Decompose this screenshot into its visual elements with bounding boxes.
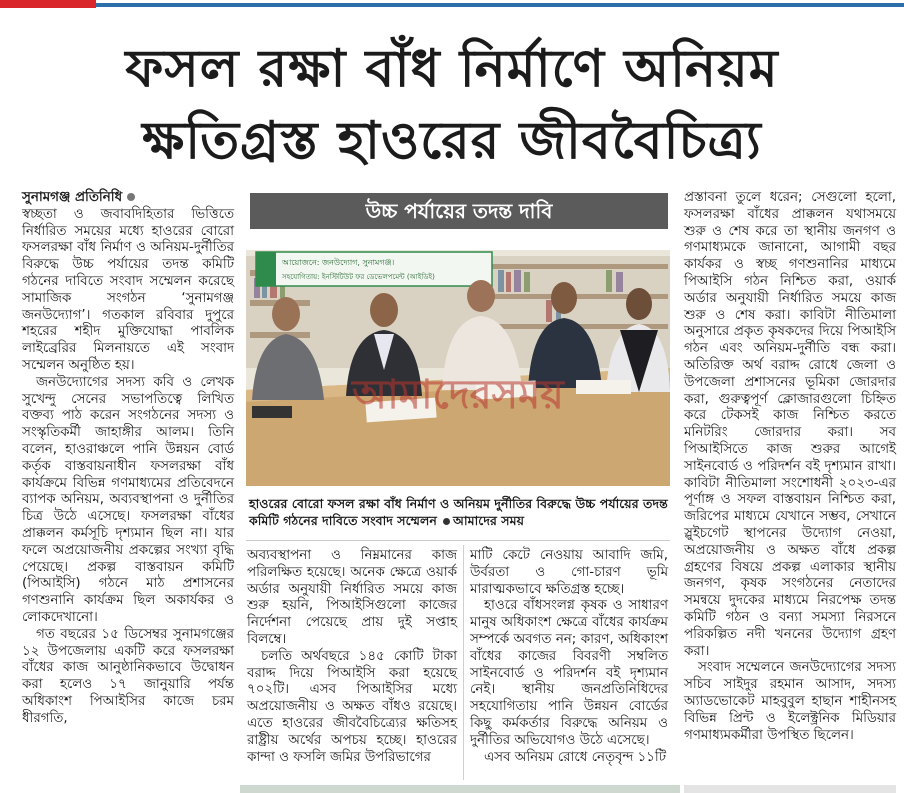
caption-text: হাওরের বোরো ফসল রক্ষা বাঁধ নির্মাণ ও অনিয়ম দুর্নীতির বিরুদ্ধে উচ্চ পর্যায়ের তদন্ত কমিটি গঠনের দাবিতে সংবাদ সম্মেলন xyxy=(249,496,668,528)
paragraph: এসব অনিয়ম রোধে নেতৃবৃন্দ ১১টি xyxy=(484,749,666,765)
next-article-strip xyxy=(240,785,680,793)
article-column-mid2 xyxy=(470,548,668,766)
top-accent-blue xyxy=(96,3,904,7)
paragraph: জনউদ্যোগের সদস্য কবি ও লেখক সুখেন্দু সেনের সভাপতিত্বে লিখিত বক্তব্য পাঠ করেন সংগঠনের সদস্য ও সংস্কৃতিকর্মী জাহাঙ্গীর আলম। তিনি বলেন, হাওরাঞ্চলে পানি উন্নয়ন বোর্ড কর্তৃক বাস্তবায়নাধীন ফসলরক্ষা বাঁধ কার্যক্রমে বিভিন্ন গণমাধ্যমের প্রতিবেদনে ব্যাপক অনিয়ম, অব্যবস্থাপনা ও দুর্নীতির চিত্র উঠে এসেছে। ফসলরক্ষা বাঁধের প্রাক্কলন কর্মসূচি দৃশ্যমান ছিল না। যার ফলে অপ্রয়োজনীয় প্রকল্পের সংখ্যা বৃদ্ধি পেয়েছে। প্রকল্প বাস্তবায়ন কমিটি (পিআইসি) গঠনে মাঠ প্রশাসনের গণশুনানি কার্যক্রম ছিল অকার্যকর ও লোকদেখানো। xyxy=(22,374,234,625)
article-photo xyxy=(246,250,670,486)
paragraph: স্বচ্ছতা ও জবাবদিহিতার ভিত্তিতে নির্ধারিত সময়ের মধ্যে হাওরের বোরো ফসলরক্ষা বাঁধ নির্মাণ ও অনিয়ম-দুর্নীতির বিরুদ্ধে উচ্চ পর্যায়ের তদন্ত কমিটি গঠনের দাবিতে সংবাদ সম্মেলন করেছে সামাজিক সংগঠন ‘সুনামগঞ্জ জনউদ্যোগ’। গতকাল রবিবার দুপুরে শহরের শহীদ মুক্তিযোদ্ধা পাবলিক লাইব্রেরির মিলনায়তে এই সংবাদ সম্মেলন অনুষ্ঠিত হয়। xyxy=(22,206,234,373)
photo-credit: আমাদের সময় xyxy=(452,512,525,528)
byline-dot-icon xyxy=(127,193,135,201)
photo-watermark: আমাদেরসময় xyxy=(352,372,564,418)
top-accent-red xyxy=(0,0,96,8)
byline xyxy=(22,190,234,207)
paragraph: গত বছরের ১৫ ডিসেম্বর সুনামগঞ্জের ১২ উপজেলায় একটি করে ফসলরক্ষা বাঁধের কাজ আনুষ্ঠানিকভাবে উদ্বোধন করা হলেও ১৭ জানুয়ারি পর্যন্ত অধিকাংশ পিআইসির কাজে চরম ধীরগতি, xyxy=(22,626,234,726)
article-column-left xyxy=(22,190,234,728)
paragraph: প্রস্তাবনা তুলে ধরেন; সেগুলো হলো, ফসলরক্ষা বাঁধের প্রাক্কলন যথাসময়ে শুরু ও শেষ করে তা স্থানীয় জনগণ ও গণমাধ্যমকে জানানো, আগামী বছর কার্যকর ও স্বচ্ছ গণশুনানির মাধ্যমে পিআইসি গঠন নিশ্চিত করা, ওয়ার্ক অর্ডার অনুযায়ী নির্ধারিত সময়ে কাজ শুরু ও শেষ করা। কাবিটা নীতিমালা অনুসারে প্রকৃত কৃষকদের দিয়ে পিআইসি গঠন এবং অনিয়ম-দুর্নীতি বন্ধ করা। অতিরিক্ত অর্থ বরাদ্দ রোধে জেলা ও উপজেলা প্রশাসনের ভূমিকা জোরদার করা, গুরুত্বপূর্ণ ক্লোজারগুলো চিহ্নিত করে টেকসই কাজ নিশ্চিত করতে মনিটরিং জোরদার করা। সব পিআইসিতে কাজ শুরুর আগেই সাইনবোর্ড ও পরিদর্শন বই দৃশ্যমান রাখা। কাবিটা নীতিমালা সংশোধনী ২০২৩-এর পূর্ণাঙ্গ ও সফল বাস্তবায়ন নিশ্চিত করা, জরিপের মাধ্যমে যেখানে সম্ভব, সেখানে স্লুইচগেট স্থাপনের উদ্যোগ নেওয়া, অপ্রয়োজনীয় ও অক্ষত বাঁধে প্রকল্প গ্রহণের বিষয়ে প্রকল্প এলাকার স্থানীয় জনগণ, কৃষক সংগঠনের নেতাদের সমন্বয়ে দুদকের মাধ্যমে নিরপেক্ষ তদন্ত কমিটি গঠন ও বন্যা সমস্যা নিরসনে পরিকল্পিত নদী খননের উদ্যোগ গ্রহণ করা। xyxy=(684,190,896,659)
article-column-mid1 xyxy=(247,548,457,766)
caption-divider xyxy=(246,540,670,541)
paragraph: অব্যবস্থাপনা ও নিম্নমানের কাজ পরিলক্ষিত হয়েছে। অনেক ক্ষেত্রে ওয়ার্ক অর্ডার অনুযায়ী নির্ধারিত সময়ে কাজ শুরু হয়নি, পিআইসিগুলো কাজের নির্দেশনা পেয়েছে প্রায় দুই সপ্তাহ বিলম্বে। xyxy=(247,548,457,647)
next-article-strip-right xyxy=(684,785,896,793)
photo-banner-line2: সহযোগিতায়: ইনস্টিটিউট ফর ডেভেলপমেন্ট (আইডিই) xyxy=(282,273,435,281)
paragraph: চলতি অর্থবছরে ১৪৫ কোটি টাকা বরাদ্দ দিয়ে পিআইসি করা হয়েছে ৭০২টি। এসব পিআইসির মধ্যে অপ্রয়োজনীয় ও অক্ষত বাঁধও রয়েছে। এতে হাওরের জীববৈচিত্র্যের ক্ষতিসহ রাষ্ট্রীয় অর্থের অপচয় হচ্ছে। হাওরের কান্দা ও ফসলি জমির উপরিভাগের xyxy=(247,648,457,765)
column-divider xyxy=(463,545,464,780)
paragraph: মাটি কেটে নেওয়ায় আবাদি জমি, উর্বরতা ও গো-চারণ ভূমি মারাত্মকভাবে ক্ষতিগ্রস্ত হচ্ছে। xyxy=(470,548,668,597)
paragraph: হাওরে বাঁধসংলগ্ন কৃষক ও সাধারণ মানুষ অধিকাংশ ক্ষেত্রে বাঁধের কার্যক্রম সম্পর্কে অবগত নন; কারণ, অধিকাংশ বাঁধের কাজের বিবরণী সম্বলিত সাইনবোর্ড ও পরিদর্শন বই দৃশ্যমান নেই। স্থানীয় জনপ্রতিনিধিদের সহযোগিতায় পানি উন্নয়ন বোর্ডের কিছু কর্মকর্তার বিরুদ্ধে অনিয়ম ও দুর্নীতির অভিযোগও উঠে এসেছে। xyxy=(470,598,668,748)
photo-caption xyxy=(249,496,669,529)
subhead-banner: উচ্চ পর্যায়ের তদন্ত দাবি xyxy=(250,193,668,229)
photo-banner-line1: আয়োজনে: জনউদ্যোগ, সুনামগঞ্জ। xyxy=(282,258,395,267)
byline-text: সুনামগঞ্জ প্রতিনিধি xyxy=(22,190,123,205)
photo-illustration xyxy=(246,250,670,486)
credit-dot-icon xyxy=(443,518,450,525)
headline-line1: ফসল রক্ষা বাঁধ নির্মাণে অনিয়ম xyxy=(125,39,779,99)
paragraph: সংবাদ সম্মেলনে জনউদ্যোগের সদস্য সচিব সাইদুর রহমান আসাদ, সদস্য অ্যাডভোকেট মাহবুবুল হাছান শাহীনসহ বিভিন্ন প্রিন্ট ও ইলেক্ট্রনিক মিডিয়ার গণমাধ্যমকর্মীরা উপস্থিত ছিলেন। xyxy=(684,660,896,743)
article-column-right xyxy=(684,190,896,744)
headline-line2: ক্ষতিগ্রস্ত হাওরের জীববৈচিত্র্য xyxy=(142,111,762,171)
